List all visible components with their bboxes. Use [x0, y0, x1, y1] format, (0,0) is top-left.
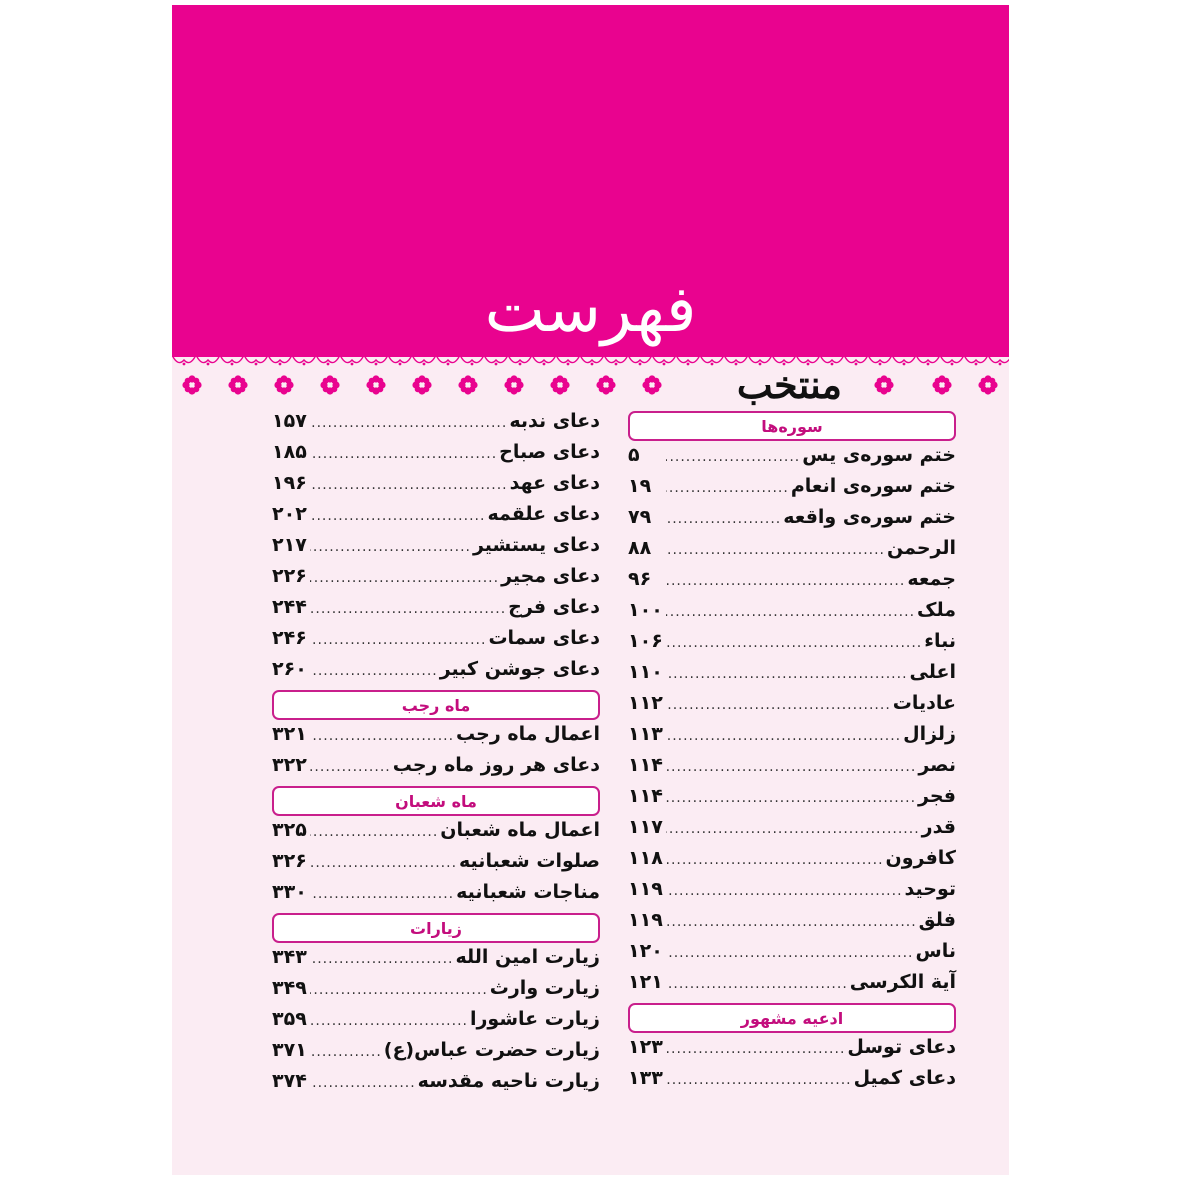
dot-leader	[310, 632, 486, 648]
toc-entry[interactable]	[628, 475, 956, 506]
toc-entry[interactable]	[628, 1036, 956, 1067]
toc-entry-page: ۳۴۳	[272, 946, 307, 968]
toc-entry-page: ۱۸۵	[272, 441, 307, 463]
toc-entry[interactable]	[272, 1039, 600, 1070]
toc-entry-label: دعای هر روز ماه رجب	[392, 754, 600, 776]
dot-leader	[666, 666, 908, 682]
dot-leader	[666, 821, 920, 837]
toc-entry[interactable]	[272, 658, 600, 689]
toc-entry-page: ۹۶	[628, 568, 652, 590]
toc-entry-page: ۲۲۶	[272, 565, 307, 587]
section-heading: زیارات	[272, 913, 600, 943]
toc-entry[interactable]	[628, 661, 956, 692]
toc-entry-page: ۵	[628, 444, 640, 466]
section-heading: ادعیه مشهور	[628, 1003, 956, 1033]
dot-leader	[666, 635, 922, 651]
dot-leader	[310, 982, 488, 998]
toc-entry-page: ۱۹۶	[272, 472, 307, 494]
toc-entry-page: ۳۲۲	[272, 754, 307, 776]
dot-leader	[666, 604, 915, 620]
toc-entry-label: دعای مجیر	[501, 565, 600, 587]
toc-entry[interactable]	[628, 444, 956, 475]
toc-entry-page: ۱۰۰	[628, 599, 663, 621]
toc-entry-label: ختم سوره‌ی واقعه	[783, 506, 956, 528]
dot-leader	[666, 914, 917, 930]
toc-entry-label: ختم سوره‌ی یس	[802, 444, 956, 466]
toc-entry-label: زیارت حضرت عباس(ع)	[383, 1039, 600, 1061]
toc-entry[interactable]	[628, 537, 956, 568]
dot-leader	[666, 1041, 845, 1057]
toc-entry[interactable]	[628, 723, 956, 754]
toc-entry[interactable]	[628, 1067, 956, 1098]
toc-entry-label: دعای سمات	[488, 627, 600, 649]
toc-entry-page: ۱۱۴	[628, 785, 663, 807]
toc-entry-label: دعای عهد	[509, 472, 600, 494]
toc-entry[interactable]	[628, 568, 956, 599]
toc-entry[interactable]	[628, 599, 956, 630]
toc-entry[interactable]	[272, 754, 600, 785]
toc-entry-page: ۲۶۰	[272, 658, 307, 680]
toc-entry-page: ۳۲۵	[272, 819, 307, 841]
toc-entry[interactable]	[628, 878, 956, 909]
toc-entry-page: ۷۹	[628, 506, 652, 528]
toc-entry-page: ۱۱۸	[628, 847, 663, 869]
toc-entry-page: ۱۲۱	[628, 971, 663, 993]
dot-leader	[310, 446, 497, 462]
dot-leader	[666, 573, 905, 589]
dot-leader	[310, 759, 391, 775]
dot-leader	[666, 1072, 852, 1088]
dot-leader	[666, 852, 884, 868]
toc-entry-label: زیارت امین الله	[455, 946, 600, 968]
dot-leader	[666, 480, 789, 496]
dot-leader	[310, 886, 454, 902]
dot-leader	[310, 728, 454, 744]
toc-entry-label: فجر	[918, 785, 956, 807]
dot-leader	[310, 1044, 382, 1060]
toc-entry-label: دعای کمیل	[853, 1067, 956, 1089]
toc-entry-label: جمعه	[907, 568, 956, 590]
toc-entry-label: اعمال ماه رجب	[456, 723, 600, 745]
toc-entry-label: دعای علقمه	[487, 503, 600, 525]
toc-entry-label: زیارت عاشورا	[469, 1008, 600, 1030]
page-title: فهرست	[484, 273, 697, 347]
toc-entry-label: الرحمن	[887, 537, 956, 559]
toc-entry[interactable]	[272, 819, 600, 850]
dot-leader	[310, 1013, 468, 1029]
toc-entry-label: آیة الکرسی	[849, 971, 956, 993]
toc-entry-label: ملک	[917, 599, 956, 621]
toc-entry[interactable]	[628, 816, 956, 847]
toc-entry-label: دعای صباح	[499, 441, 600, 463]
toc-entry-label: اعمال ماه شعبان	[440, 819, 600, 841]
toc-entry[interactable]	[272, 881, 600, 912]
toc-entry-page: ۲۴۴	[272, 596, 307, 618]
toc-entry-label: اعلی	[909, 661, 956, 683]
toc-entry-label: مناجات شعبانیه	[456, 881, 600, 903]
dot-leader	[310, 663, 438, 679]
dot-leader	[666, 542, 885, 558]
section-heading: ماه رجب	[272, 690, 600, 720]
toc-entry-label: عادیات	[892, 692, 956, 714]
toc-entry[interactable]	[272, 977, 600, 1008]
toc-entry[interactable]	[272, 723, 600, 754]
dot-leader	[666, 759, 916, 775]
toc-entry[interactable]	[272, 1008, 600, 1039]
dot-leader	[666, 511, 781, 527]
toc-entry-page: ۸۸	[628, 537, 652, 559]
toc-entry-page: ۳۵۹	[272, 1008, 307, 1030]
toc-entry-label: نباء	[924, 630, 956, 652]
toc-entry[interactable]	[272, 534, 600, 565]
toc-entry[interactable]	[628, 971, 956, 1002]
toc-entry-label: صلوات شعبانیه	[459, 850, 600, 872]
dot-leader	[310, 570, 499, 586]
toc-entry-page: ۱۲۰	[628, 940, 663, 962]
toc-entry-page: ۱۱۷	[628, 816, 663, 838]
toc-entry-label: دعای جوشن کبیر	[439, 658, 600, 680]
dot-leader	[666, 697, 891, 713]
toc-entry[interactable]	[628, 754, 956, 785]
toc-entry-page: ۲۴۶	[272, 627, 307, 649]
toc-entry[interactable]	[272, 596, 600, 627]
dot-leader	[666, 976, 848, 992]
section-heading: ماه شعبان	[272, 786, 600, 816]
toc-entry-page: ۱۱۹	[628, 878, 663, 900]
dot-leader	[310, 477, 508, 493]
toc-entry-label: دعای توسل	[847, 1036, 956, 1058]
toc-entry[interactable]	[272, 472, 600, 503]
toc-entry-label: ناس	[915, 940, 956, 962]
toc-entry[interactable]	[272, 850, 600, 881]
toc-entry[interactable]	[628, 940, 956, 971]
dot-leader	[310, 824, 438, 840]
dot-leader	[666, 790, 916, 806]
toc-entry-label: قدر	[921, 816, 956, 838]
toc-entry-page: ۱۱۹	[628, 909, 663, 931]
section-heading: سوره‌ها	[628, 411, 956, 441]
toc-entry-label: دعای یستشیر	[472, 534, 600, 556]
page-subtitle: منتخب	[736, 362, 842, 407]
toc-entry-page: ۱۲۳	[628, 1036, 663, 1058]
toc-entry-page: ۳۲۱	[272, 723, 307, 745]
toc-entry-page: ۱۱۲	[628, 692, 663, 714]
toc-entry-page: ۱۱۴	[628, 754, 663, 776]
toc-entry-label: دعای فرج	[508, 596, 600, 618]
dot-leader	[310, 855, 457, 871]
toc-entry[interactable]	[628, 506, 956, 537]
toc-entry-page: ۱۹	[628, 475, 652, 497]
toc-entry[interactable]	[272, 503, 600, 534]
decorative-border	[172, 355, 1009, 397]
toc-entry[interactable]	[272, 1070, 600, 1101]
toc-entry[interactable]	[628, 785, 956, 816]
dot-leader	[310, 1075, 416, 1091]
toc-entry-page: ۲۰۲	[272, 503, 307, 525]
toc-entry-label: زلزال	[903, 723, 956, 745]
toc-entry[interactable]	[272, 627, 600, 658]
toc-entry-label: کافرون	[885, 847, 956, 869]
dot-leader	[310, 539, 471, 555]
dot-leader	[666, 449, 800, 465]
toc-entry-page: ۱۱۳	[628, 723, 663, 745]
toc-entry-page: ۳۳۰	[272, 881, 307, 903]
toc-entry-page: ۱۵۷	[272, 410, 307, 432]
toc-entry[interactable]	[272, 946, 600, 977]
toc-entry-label: زیارت ناحیه مقدسه	[417, 1070, 600, 1092]
dot-leader	[310, 601, 506, 617]
toc-entry-page: ۳۴۹	[272, 977, 307, 999]
toc-entry-page: ۱۰۶	[628, 630, 663, 652]
dot-leader	[666, 728, 901, 744]
toc-entry-page: ۳۲۶	[272, 850, 307, 872]
toc-entry[interactable]	[628, 909, 956, 940]
toc-entry-page: ۱۱۰	[628, 661, 663, 683]
dot-leader	[666, 883, 903, 899]
book-page	[172, 5, 1009, 1175]
toc-entry[interactable]	[628, 847, 956, 878]
toc-entry-label: فلق	[918, 909, 956, 931]
dot-leader	[310, 951, 453, 967]
toc-column-right	[628, 410, 956, 1098]
toc-entry-page: ۲۱۷	[272, 534, 307, 556]
toc-entry-label: ختم سوره‌ی انعام	[790, 475, 956, 497]
dot-leader	[310, 508, 485, 524]
toc-column-left	[272, 410, 600, 1101]
toc-entry[interactable]	[272, 565, 600, 596]
dot-leader	[666, 945, 914, 961]
toc-entry[interactable]	[628, 630, 956, 661]
toc-entry-page: ۳۷۴	[272, 1070, 307, 1092]
dot-leader	[310, 415, 507, 431]
toc-entry[interactable]	[272, 441, 600, 472]
toc-entry-label: زیارت وارث	[489, 977, 600, 999]
toc-entry-label: نصر	[918, 754, 956, 776]
toc-entry-label: دعای ندبه	[509, 410, 600, 432]
toc-entry-page: ۳۷۱	[272, 1039, 307, 1061]
toc-entry[interactable]	[272, 410, 600, 441]
toc-entry-page: ۱۳۳	[628, 1067, 663, 1089]
toc-entry-label: توحید	[904, 878, 956, 900]
toc-entry[interactable]	[628, 692, 956, 723]
